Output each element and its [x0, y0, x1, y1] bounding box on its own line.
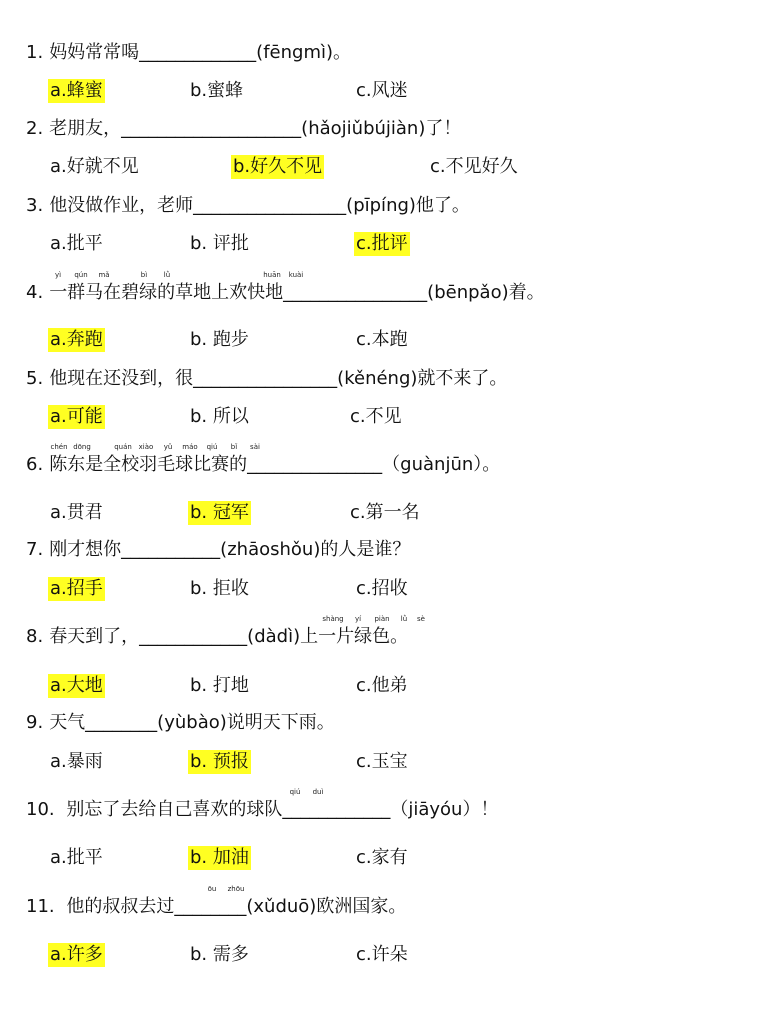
answer-option-correct: c.批评 — [356, 233, 408, 254]
question-number: 11. — [26, 896, 55, 917]
answer-option-correct: b. 加油 — [190, 847, 249, 868]
question-6 — [26, 453, 500, 477]
question-text: 别忘了去给自己喜欢的球队____________（jiāyóu）！ — [60, 799, 499, 820]
question-9 — [26, 711, 335, 735]
question-11 — [26, 895, 406, 919]
question-text: 春天到了，____________(dàdì)上一片绿色。 — [49, 626, 409, 647]
question-8 — [26, 625, 408, 649]
question-5 — [26, 367, 507, 391]
pinyin-annotation: kuài — [288, 271, 304, 279]
answer-option: a.批平 — [50, 847, 103, 868]
question-text: 妈妈常常喝_____________(fēngmì)。 — [49, 42, 352, 63]
answer-option: a.好就不见 — [50, 156, 139, 177]
pinyin-annotation: ōu — [207, 885, 217, 893]
answer-option-correct: a.大地 — [50, 675, 103, 696]
pinyin-annotation: shàng — [322, 615, 344, 623]
pinyin-annotation: duì — [312, 788, 324, 796]
question-number: 1. — [26, 42, 44, 63]
question-10 — [26, 798, 498, 822]
question-number: 9. — [26, 712, 44, 733]
pinyin-annotation: mǎ — [98, 271, 110, 279]
answer-option: b. 评批 — [190, 233, 249, 254]
answer-option: c.风迷 — [356, 80, 408, 101]
question-number: 8. — [26, 626, 44, 647]
answer-option-correct: b.好久不见 — [233, 156, 323, 177]
pinyin-annotation: yì — [54, 271, 62, 279]
pinyin-annotation: sè — [417, 615, 425, 623]
pinyin-annotation: chén — [50, 443, 68, 451]
answer-option: a.批平 — [50, 233, 103, 254]
question-number: 2. — [26, 118, 44, 139]
question-number: 3. — [26, 195, 44, 216]
pinyin-annotation: lǜ — [163, 271, 171, 279]
question-text: 一群马在碧绿的草地上欢快地________________(bēnpǎo)着。 — [49, 282, 545, 303]
question-text: 陈东是全校羽毛球比赛的_______________（guànjūn）。 — [49, 454, 501, 475]
answer-option-correct: a.招手 — [50, 578, 103, 599]
answer-option: c.第一名 — [350, 502, 420, 523]
answer-option: a.暴雨 — [50, 751, 103, 772]
pinyin-annotation: huān — [263, 271, 281, 279]
question-text: 他的叔叔去过________(xǔduō)欧洲国家。 — [60, 896, 407, 917]
answer-option: c.他弟 — [356, 675, 408, 696]
question-4 — [26, 281, 545, 305]
pinyin-annotation: qiú — [206, 443, 218, 451]
question-number: 6. — [26, 454, 44, 475]
answer-option: c.许朵 — [356, 944, 408, 965]
pinyin-annotation: zhōu — [227, 885, 245, 893]
answer-option: c.玉宝 — [356, 751, 408, 772]
question-number: 10. — [26, 799, 55, 820]
pinyin-annotation: bǐ — [230, 443, 238, 451]
answer-option-correct: b. 预报 — [190, 751, 249, 772]
question-text: 老朋友，____________________(hǎojiǔbújiàn)了！ — [49, 118, 462, 139]
pinyin-annotation: yǔ — [163, 443, 173, 451]
answer-option-correct: a.可能 — [50, 406, 103, 427]
pinyin-annotation: piàn — [374, 615, 390, 623]
answer-option: b. 需多 — [190, 944, 249, 965]
answer-option-correct: b. 冠军 — [190, 502, 249, 523]
pinyin-annotation: yí — [354, 615, 362, 623]
question-1 — [26, 41, 351, 65]
answer-option: a.贯君 — [50, 502, 103, 523]
answer-option-correct: a.奔跑 — [50, 329, 103, 350]
answer-option: c.不见好久 — [430, 156, 518, 177]
pinyin-annotation: qiú — [289, 788, 301, 796]
answer-option: c.家有 — [356, 847, 408, 868]
pinyin-annotation: quán — [114, 443, 132, 451]
answer-option-correct: a.蜂蜜 — [50, 80, 103, 101]
answer-option: b. 打地 — [190, 675, 249, 696]
question-2 — [26, 117, 461, 141]
question-7 — [26, 538, 410, 562]
pinyin-annotation: bì — [140, 271, 148, 279]
question-text: 他现在还没到，很________________(kěnéng)就不来了。 — [49, 368, 508, 389]
answer-option: b. 所以 — [190, 406, 249, 427]
pinyin-annotation: sài — [250, 443, 260, 451]
question-number: 7. — [26, 539, 44, 560]
pinyin-annotation: xiào — [138, 443, 154, 451]
pinyin-annotation: lǜ — [400, 615, 408, 623]
pinyin-annotation: dōng — [73, 443, 91, 451]
pinyin-annotation: qún — [74, 271, 88, 279]
answer-option: b. 跑步 — [190, 329, 249, 350]
pinyin-annotation: máo — [182, 443, 198, 451]
question-number: 4. — [26, 282, 44, 303]
question-text: 天气________(yùbào)说明天下雨。 — [49, 712, 335, 733]
answer-option: b. 拒收 — [190, 578, 249, 599]
answer-option: c.招收 — [356, 578, 408, 599]
answer-option-correct: a.许多 — [50, 944, 103, 965]
question-number: 5. — [26, 368, 44, 389]
question-3 — [26, 194, 470, 218]
question-text: 刚才想你___________(zhāoshǒu)的人是谁？ — [49, 539, 411, 560]
answer-option: c.本跑 — [356, 329, 408, 350]
answer-option: b.蜜蜂 — [190, 80, 244, 101]
answer-option: c.不见 — [350, 406, 402, 427]
question-text: 他没做作业，老师_________________(pīpíng)他了。 — [49, 195, 470, 216]
